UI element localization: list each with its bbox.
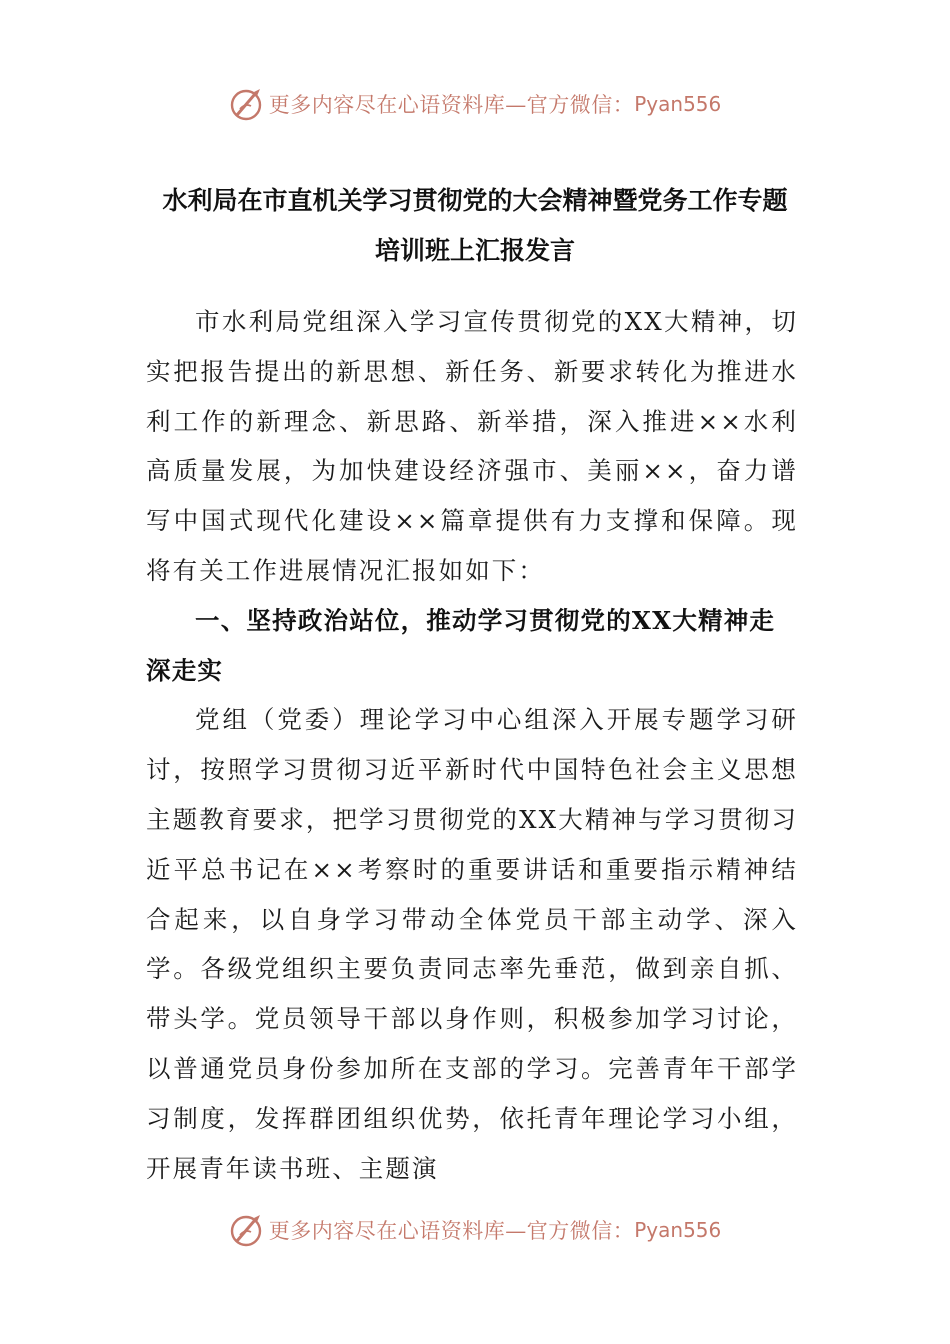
document-title xyxy=(140,176,810,276)
watermark-banner-bottom xyxy=(0,1208,950,1252)
section-paragraph: 党组（党委）理论学习中心组深入开展专题学习研讨，按照学习贯彻习近平新时代中国特色社会主义思想主题教育要求，把学习贯彻党的XX大精神与学习贯彻习近平总书记在××考察时的重要讲话和重要指示精神结合起来，以自身学习带动全体党员干部主动学、深入学。各级党组织主要负责同志率先垂范，做到亲自抓、带头学。党员领导干部以身作则，积极参加学习讨论，以普通党员身份参加所在支部的学习。完善青年干部学习制度，发挥群团组织优势，依托青年理论学习小组，开展青年读书班、主题演 xyxy=(146,705,798,1183)
watermark-text: 更多内容尽在心语资料库—官方微信： xyxy=(268,93,635,117)
pen-logo-icon xyxy=(229,1212,265,1248)
section-heading: 一、坚持政治站位，推动学习贯彻党的XX大精神走深走实 xyxy=(146,605,776,685)
title-line-2: 培训班上汇报发言 xyxy=(374,236,575,265)
watermark-wechat-id: Pyan556 xyxy=(634,92,722,116)
intro-paragraph: 市水利局党组深入学习宣传贯彻党的XX大精神，切实把报告提出的新思想、新任务、新要求转化为推进水利工作的新理念、新思路、新举措，深入推进××水利高质量发展，为加快建设经济强市、美丽××，奋力谱写中国式现代化建设××篇章提供有力支撑和保障。现将有关工作进展情况汇报如如下： xyxy=(146,307,798,585)
document-body xyxy=(146,297,798,1193)
watermark-wechat-id: Pyan556 xyxy=(634,1218,722,1242)
pen-logo-icon xyxy=(229,86,265,122)
title-line-1: 水利局在市直机关学习贯彻党的大会精神暨党务工作专题 xyxy=(162,186,788,215)
watermark-text: 更多内容尽在心语资料库—官方微信： xyxy=(268,1219,635,1243)
watermark-banner-top xyxy=(0,82,950,126)
